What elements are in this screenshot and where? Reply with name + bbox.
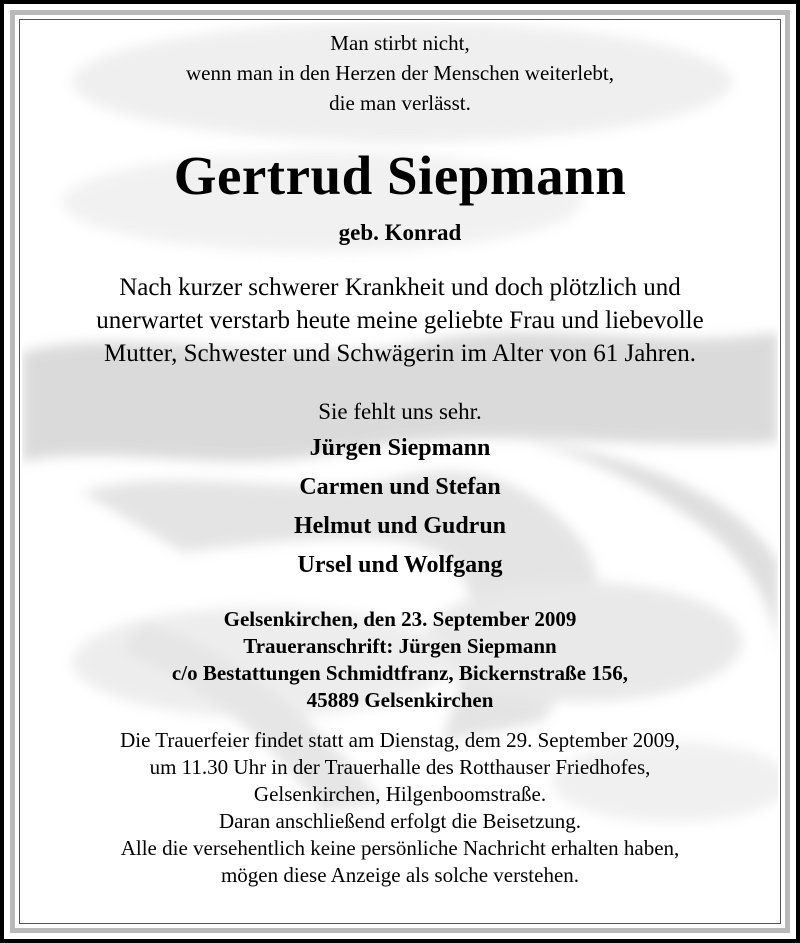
motto-line: wenn man in den Herzen der Menschen weiterlebt, bbox=[186, 61, 614, 85]
obituary-content bbox=[22, 28, 778, 889]
mourner: Jürgen Siepmann bbox=[309, 435, 491, 461]
miss-line: Sie fehlt uns sehr. bbox=[318, 399, 482, 424]
details-line: Traueranschrift: Jürgen Siepmann bbox=[243, 634, 557, 658]
death-message bbox=[22, 271, 778, 370]
place-date-address bbox=[22, 606, 778, 714]
message-line: Mutter, Schwester und Schwägerin im Alter von 61 Jahren. bbox=[104, 340, 696, 367]
motto bbox=[22, 28, 778, 118]
mourners-list bbox=[22, 429, 778, 585]
funeral-line: mögen diese Anzeige als solche verstehen. bbox=[220, 863, 580, 887]
mourner: Carmen und Stefan bbox=[299, 474, 501, 500]
mourner: Ursel und Wolfgang bbox=[297, 552, 503, 578]
message-line: Nach kurzer schwerer Krankheit und doch plötzlich und bbox=[119, 274, 681, 301]
birth-name: geb. Konrad bbox=[338, 220, 462, 245]
funeral-line: Gelsenkirchen, Hilgenboomstraße. bbox=[253, 782, 547, 806]
funeral-info bbox=[22, 727, 778, 889]
funeral-line: Die Trauerfeier findet statt am Dienstag, dem 29. September 2009, bbox=[120, 728, 680, 752]
motto-line: Man stirbt nicht, bbox=[330, 31, 470, 55]
details-line: c/o Bestattungen Schmidtfranz, Bickernstraße 156, bbox=[171, 661, 629, 685]
details-line: 45889 Gelsenkirchen bbox=[306, 688, 494, 712]
details-line: Gelsenkirchen, den 23. September 2009 bbox=[223, 607, 577, 631]
deceased-name: Gertrud Siepmann bbox=[173, 145, 627, 206]
message-line: unerwartet verstarb heute meine geliebte Frau und liebevolle bbox=[96, 307, 704, 334]
funeral-line: Daran anschließend erfolgt die Beisetzung. bbox=[218, 809, 582, 833]
funeral-line: um 11.30 Uhr in der Trauerhalle des Rotthauser Friedhofes, bbox=[149, 755, 651, 779]
mourner: Helmut und Gudrun bbox=[293, 513, 507, 539]
motto-line: die man verlässt. bbox=[329, 91, 471, 115]
funeral-line: Alle die versehentlich keine persönliche Nachricht erhalten haben, bbox=[120, 836, 680, 860]
